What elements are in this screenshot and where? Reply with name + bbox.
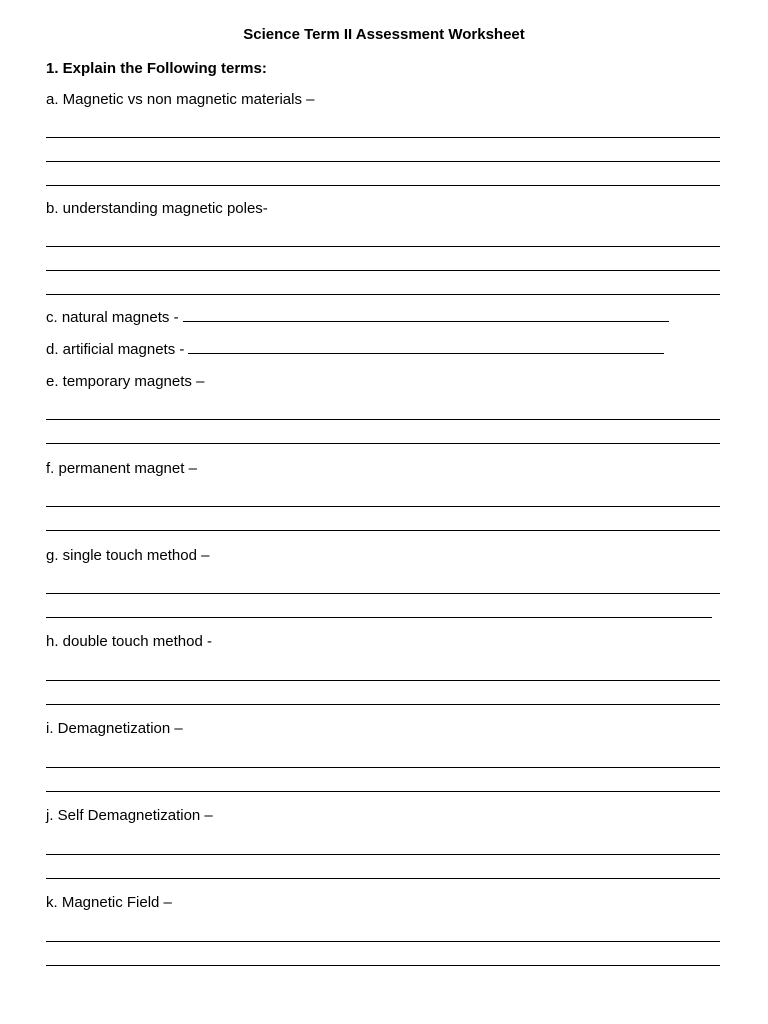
term-c-row: [46, 309, 669, 326]
term-b-label: b. understanding magnetic poles-: [46, 200, 268, 217]
term-c-label: c. natural magnets -: [46, 309, 179, 326]
answer-line[interactable]: [46, 294, 720, 295]
answer-line[interactable]: [46, 878, 720, 879]
answer-line[interactable]: [46, 246, 720, 247]
term-e-label: e. temporary magnets –: [46, 373, 205, 390]
answer-line[interactable]: [46, 680, 720, 681]
term-g-label: g. single touch method –: [46, 547, 210, 564]
answer-line[interactable]: [183, 320, 669, 322]
answer-line[interactable]: [46, 161, 720, 162]
answer-line[interactable]: [188, 352, 664, 354]
term-a-label: a. Magnetic vs non magnetic materials –: [46, 91, 315, 108]
question-heading: 1. Explain the Following terms:: [46, 60, 267, 77]
term-f-label: f. permanent magnet –: [46, 460, 197, 477]
answer-line[interactable]: [46, 185, 720, 186]
answer-line[interactable]: [46, 270, 720, 271]
term-h-label: h. double touch method -: [46, 633, 212, 650]
answer-line[interactable]: [46, 419, 720, 420]
term-j-label: j. Self Demagnetization –: [46, 807, 213, 824]
answer-line[interactable]: [46, 506, 720, 507]
answer-line[interactable]: [46, 767, 720, 768]
term-d-label: d. artificial magnets -: [46, 341, 185, 358]
answer-line[interactable]: [46, 593, 720, 594]
term-k-label: k. Magnetic Field –: [46, 894, 172, 911]
answer-line[interactable]: [46, 137, 720, 138]
term-i-label: i. Demagnetization –: [46, 720, 183, 737]
term-d-row: [46, 341, 664, 358]
answer-line[interactable]: [46, 854, 720, 855]
answer-line[interactable]: [46, 965, 720, 966]
page-title: Science Term II Assessment Worksheet: [243, 26, 525, 43]
answer-line[interactable]: [46, 530, 720, 531]
answer-line[interactable]: [46, 791, 720, 792]
answer-line[interactable]: [46, 617, 712, 618]
answer-line[interactable]: [46, 704, 720, 705]
answer-line[interactable]: [46, 941, 720, 942]
answer-line[interactable]: [46, 443, 720, 444]
